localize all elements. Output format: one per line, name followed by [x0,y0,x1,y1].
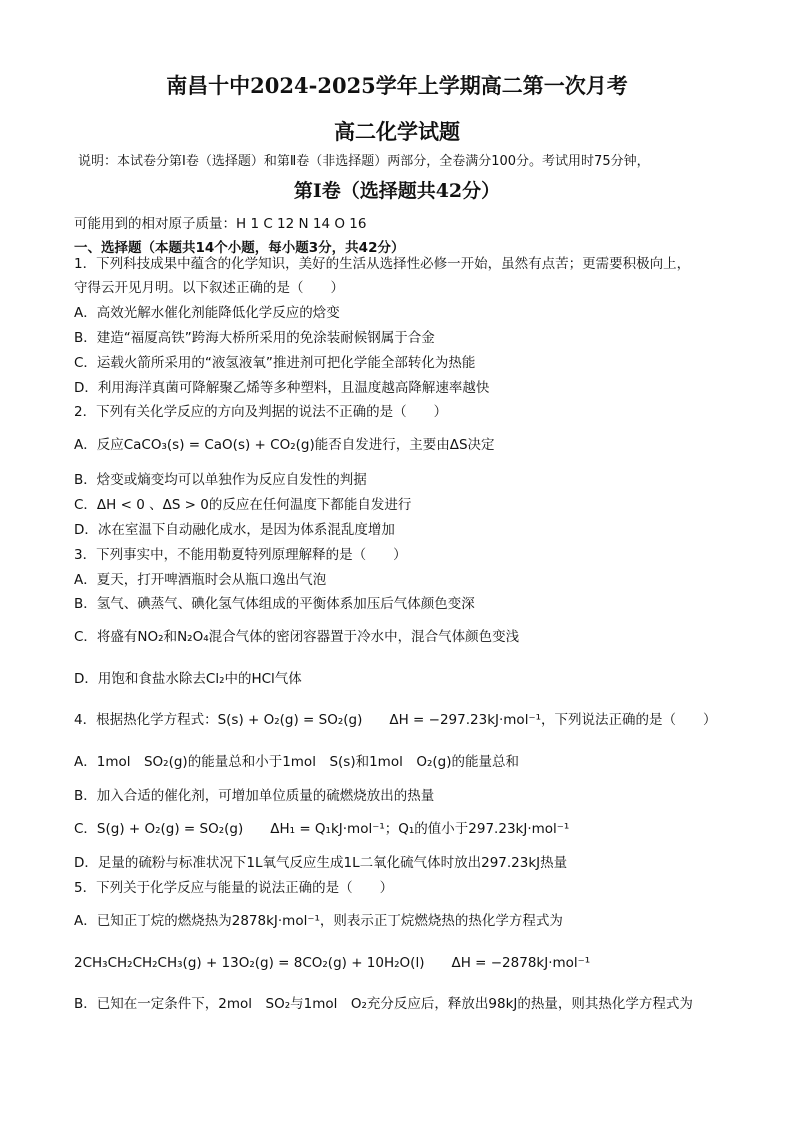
question-line: B．建造“福厦高铁”跨海大桥所采用的免涂装耐候钢属于合金 [74,330,435,346]
question-line: B．加入合适的催化剂，可增加单位质量的硫燃烧放出的热量 [74,788,435,804]
question-line: 守得云开见月明。以下叙述正确的是（ ） [74,280,344,296]
exam-subtitle: 高二化学试题 [334,119,460,144]
part-title: 一、选择题（本题共14个小题，每小题3分，共42分） [74,240,405,256]
question-line: B．焓变或熵变均可以单独作为反应自发性的判据 [74,472,367,488]
question-line: B．已知在一定条件下，2mol SO₂与1mol O₂充分反应后，释放出98kJ的热量，则其热化学方程式为 [74,996,693,1012]
question-line: 4．根据热化学方程式：S(s) + O₂(g) = SO₂(g) ΔH = −297.23kJ·mol⁻¹，下列说法正确的是（ ） [74,712,717,728]
question-line: A．1mol SO₂(g)的能量总和小于1mol S(s)和1mol O₂(g)的能量总和 [74,754,519,770]
atomic-masses-line: 可能用到的相对原子质量：H 1 C 12 N 14 O 16 [74,216,367,232]
exam-instructions: 说明：本试卷分第Ⅰ卷（选择题）和第Ⅱ卷（非选择题）两部分，全卷满分100分。考试用时75分钟， [78,154,650,169]
question-line: 3．下列事实中，不能用勒夏特列原理解释的是（ ） [74,547,407,563]
exam-title: 南昌十中2024-2025学年上学期高二第一次月考 [166,73,628,98]
question-line: 1．下列科技成果中蕴含的化学知识，美好的生活从选择性必修一开始，虽然有点苦；更需要积极向上， [74,256,691,272]
section-title: 第Ⅰ卷（选择题共42分） [293,180,501,202]
question-line: A．已知正丁烷的燃烧热为2878kJ·mol⁻¹，则表示正丁烷燃烧热的热化学方程式为 [74,913,563,929]
question-line: 2．下列有关化学反应的方向及判据的说法不正确的是（ ） [74,404,448,420]
question-line: A．夏天，打开啤酒瓶时会从瓶口逸出气泡 [74,572,327,588]
question-line: D．冰在室温下自动融化成水，是因为体系混乱度增加 [74,522,395,538]
question-line: 5．下列关于化学反应与能量的说法正确的是（ ） [74,880,394,896]
question-line: A．高效光解水催化剂能降低化学反应的焓变 [74,305,340,321]
question-line: A．反应CaCO₃(s) = CaO(s) + CO₂(g)能否自发进行，主要由ΔS决定 [74,437,495,453]
question-line: C．ΔH < 0 、ΔS > 0的反应在任何温度下都能自发进行 [74,497,412,513]
question-line: 2CH₃CH₂CH₂CH₃(g) + 13O₂(g) = 8CO₂(g) + 10H₂O(l) ΔH = −2878kJ·mol⁻¹ [74,955,591,971]
question-line: C．S(g) + O₂(g) = SO₂(g) ΔH₁ = Q₁kJ·mol⁻¹；Q₁的值小于297.23kJ·mol⁻¹ [74,821,570,837]
question-line: D．利用海洋真菌可降解聚乙烯等多种塑料，且温度越高降解速率越快 [74,380,490,396]
question-line: B．氢气、碘蒸气、碘化氢气体组成的平衡体系加压后气体颜色变深 [74,596,475,612]
question-line: C．将盛有NO₂和N₂O₄混合气体的密闭容器置于冷水中，混合气体颜色变浅 [74,629,520,645]
question-line: D．足量的硫粉与标准状况下1L氧气反应生成1L二氧化硫气体时放出297.23kJ热量 [74,855,568,871]
question-line: C．运载火箭所采用的“液氢液氧”推进剂可把化学能全部转化为热能 [74,355,476,371]
question-line: D．用饱和食盐水除去Cl₂中的HCl气体 [74,671,302,687]
